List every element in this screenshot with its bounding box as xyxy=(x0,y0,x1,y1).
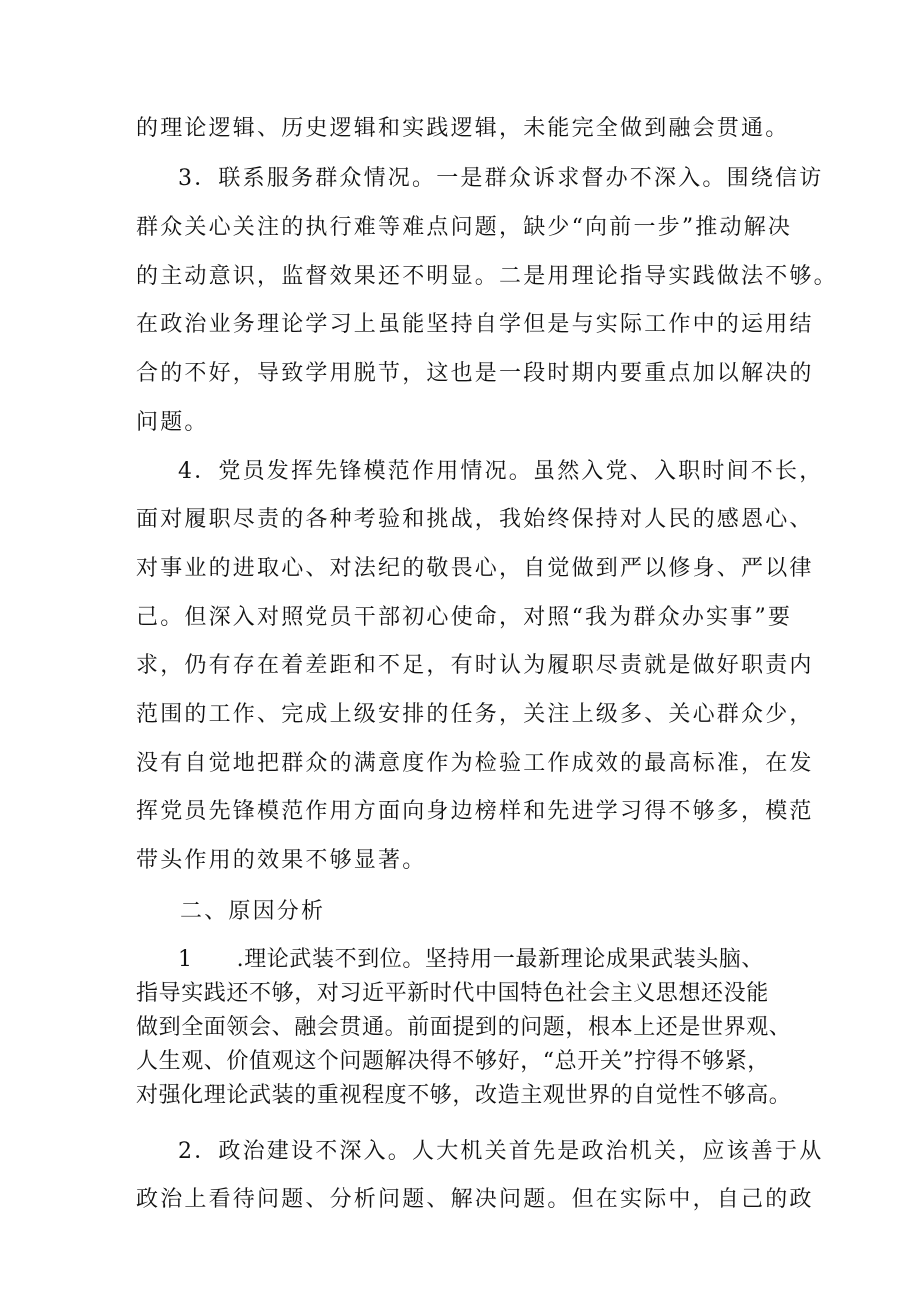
paragraph-line: 面对履职尽责的各种考验和挑战，我始终保持对人民的感恩心、 xyxy=(136,507,814,532)
paragraph-line: 对事业的进取心、对法纪的敬畏心，自觉做到严以修身、严以律 xyxy=(136,556,814,581)
paragraph-line: 指导实践还不够，对习近平新时代中国特色社会主义思想还没能 xyxy=(136,981,769,1006)
paragraph-line: 政治上看待问题、分析问题、解决问题。但在实际中，自己的政 xyxy=(136,1187,814,1212)
paragraph-line: 3．联系服务群众情况。一是群众诉求督办不深入。围绕信访 xyxy=(178,166,824,191)
paragraph-line: 4．党员发挥先锋模范作用情况。虽然入党、入职时间不长， xyxy=(178,459,824,484)
paragraph-line xyxy=(178,947,764,973)
paragraph-line: 2．政治建设不深入。人大机关首先是政治机关，应该善于从 xyxy=(178,1139,824,1164)
paragraph-line: 对强化理论武装的重视程度不够，改造主观世界的自觉性不够高。 xyxy=(136,1083,792,1108)
paragraph-line: 求，仍有存在着差距和不足，有时认为履职尽责就是做好职责内 xyxy=(136,653,814,678)
paragraph-line: 在政治业务理论学习上虽能坚持自学但是与实际工作中的运用结 xyxy=(136,312,814,337)
item-number: 1 xyxy=(178,947,193,972)
paragraph-line: 范围的工作、完成上级安排的任务，关注上级多、关心群众少， xyxy=(136,702,814,727)
section-heading: 二、原因分析 xyxy=(180,899,326,924)
item-text: .理论武装不到位。坚持用一最新理论成果武装头脑、 xyxy=(236,947,765,972)
paragraph-line: 己。但深入对照党员干部初心使命，对照“我为群众办实事”要 xyxy=(136,605,793,630)
paragraph-line: 合的不好，导致学用脱节，这也是一段时期内要重点加以解决的 xyxy=(136,361,814,386)
paragraph-line: 没有自觉地把群众的满意度作为检验工作成效的最高标准，在发 xyxy=(136,751,814,776)
paragraph-line: 群众关心关注的执行难等难点问题，缺少“向前一步”推动解决 xyxy=(136,215,793,240)
paragraph-line: 人生观、价值观这个问题解决得不够好，“总开关”拧得不够紧， xyxy=(136,1049,770,1074)
paragraph-line: 问题。 xyxy=(136,410,209,435)
paragraph-line: 做到全面领会、融会贯通。前面提到的问题，根本上还是世界观、 xyxy=(136,1015,792,1040)
paragraph-line: 带头作用的效果不够显著。 xyxy=(136,848,427,873)
paragraph-line: 挥党员先锋模范作用方面向身边榜样和先进学习得不够多，模范 xyxy=(136,799,814,824)
paragraph-line: 的理论逻辑、历史逻辑和实践逻辑，未能完全做到融会贯通。 xyxy=(136,116,790,141)
paragraph-line: 的主动意识，监督效果还不明显。二是用理论指导实践做法不够。 xyxy=(136,264,838,289)
